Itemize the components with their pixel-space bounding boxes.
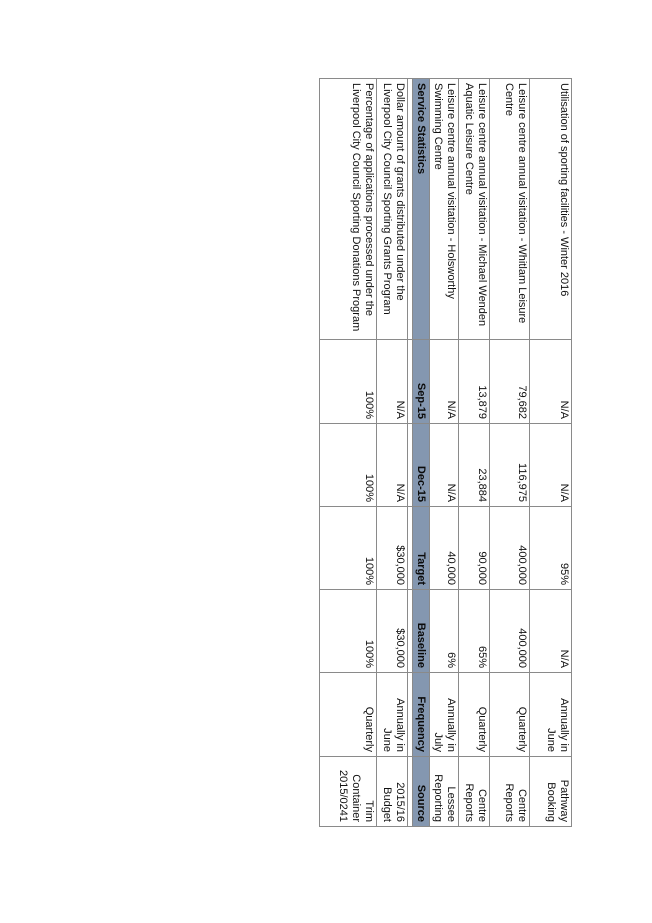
baseline-cell: 65% — [459, 590, 490, 673]
table-row — [490, 79, 530, 827]
row-label: Leisure centre annual visitation - Holsworthy Swimming Centre — [428, 79, 459, 340]
frequency-cell: Quarterly — [490, 673, 530, 757]
table-row — [530, 79, 572, 827]
header-dec15: Dec-15 — [413, 424, 430, 507]
table-row — [428, 79, 459, 827]
source-cell: Pathway Booking — [530, 757, 572, 827]
header-service-statistics: Service Statistics — [413, 79, 430, 340]
baseline-cell: 6% — [428, 590, 459, 673]
facility-utilisation-table — [427, 78, 572, 827]
sep15-cell: N/A — [428, 340, 459, 424]
row-label: Utilisation of sporting facilities - Winter 2016 — [530, 79, 572, 340]
source-cell: Lessee Reporting — [428, 757, 459, 827]
header-sep15: Sep-15 — [413, 340, 430, 424]
frequency-cell: Annually in June — [377, 673, 408, 757]
frequency-cell: Annually in June — [530, 673, 572, 757]
header-baseline: Baseline — [413, 590, 430, 673]
table-row — [320, 79, 377, 827]
dec15-cell: N/A — [377, 424, 408, 507]
service-statistics-table — [319, 78, 430, 827]
row-label: Percentage of applications processed under the Liverpool City Council Sporting Donations Program — [320, 79, 377, 340]
dec15-cell: N/A — [530, 424, 572, 507]
source-cell: Centre Reports — [459, 757, 490, 827]
target-cell: 90,000 — [459, 507, 490, 590]
dec15-cell: 100% — [320, 424, 377, 507]
dec15-cell: 116,975 — [490, 424, 530, 507]
dec15-cell: 23,884 — [459, 424, 490, 507]
frequency-cell: Quarterly — [459, 673, 490, 757]
frequency-cell: Quarterly — [320, 673, 377, 757]
header-source: Source — [413, 757, 430, 827]
sep15-cell: 100% — [320, 340, 377, 424]
header-frequency: Frequency — [413, 673, 430, 757]
source-cell: Trim Container 2015/0241 — [320, 757, 377, 827]
spacer-row — [408, 79, 413, 827]
baseline-cell: $30,000 — [377, 590, 408, 673]
target-cell: 100% — [320, 507, 377, 590]
baseline-cell: 100% — [320, 590, 377, 673]
baseline-cell: N/A — [530, 590, 572, 673]
table-row — [459, 79, 490, 827]
header-row — [413, 79, 430, 827]
baseline-cell: 400,000 — [490, 590, 530, 673]
target-cell: $30,000 — [377, 507, 408, 590]
sep15-cell: N/A — [377, 340, 408, 424]
sep15-cell: 79,682 — [490, 340, 530, 424]
sep15-cell: N/A — [530, 340, 572, 424]
frequency-cell: Annually in July — [428, 673, 459, 757]
target-cell: 400,000 — [490, 507, 530, 590]
source-cell: 2015/16 Budget — [377, 757, 408, 827]
target-cell: 40,000 — [428, 507, 459, 590]
row-label: Leisure centre annual visitation - Whitlam Leisure Centre — [490, 79, 530, 340]
header-target: Target — [413, 507, 430, 590]
source-cell: Centre Reports — [490, 757, 530, 827]
target-cell: 95% — [530, 507, 572, 590]
row-label: Dollar amount of grants distributed under the Liverpool City Council Sporting Grants Program — [377, 79, 408, 340]
dec15-cell: N/A — [428, 424, 459, 507]
sep15-cell: 13,879 — [459, 340, 490, 424]
table-row — [377, 79, 408, 827]
row-label: Leisure centre annual visitation - Michael Wenden Aquatic Leisure Centre — [459, 79, 490, 340]
